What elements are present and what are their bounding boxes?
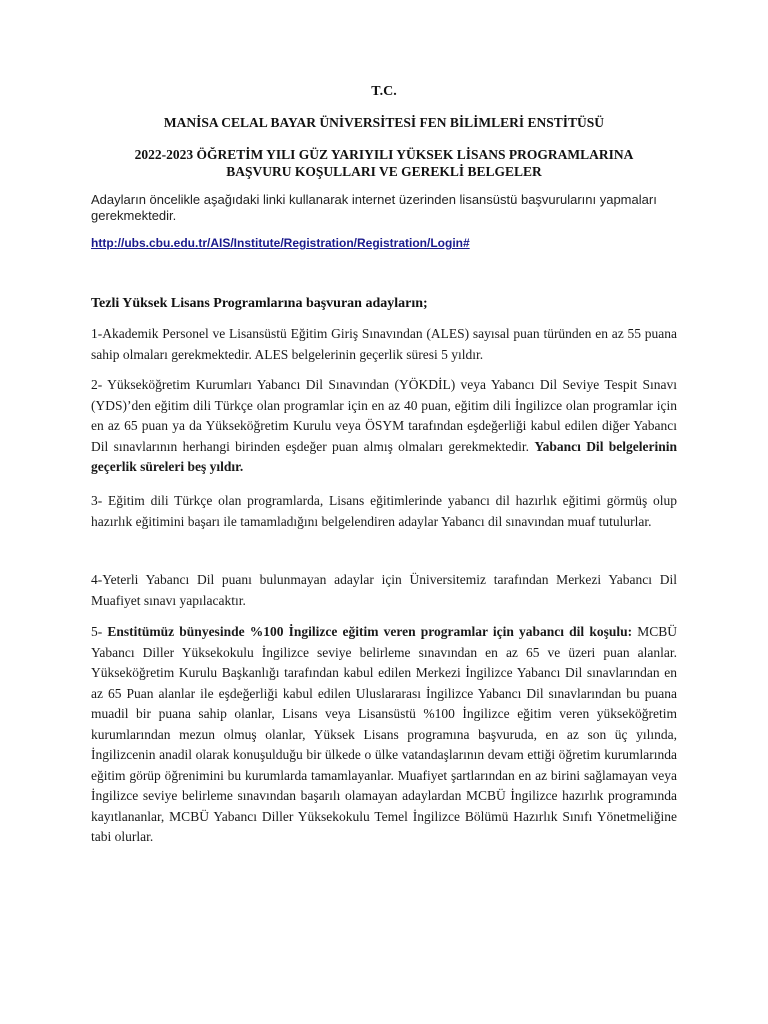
section-subheading: Tezli Yüksek Lisans Programlarına başvuran adayların;	[91, 296, 428, 311]
header-tc: T.C.	[371, 84, 397, 99]
paragraph-3: 3- Eğitim dili Türkçe olan programlarda, Lisans eğitimlerinde yabancı dil hazırlık eğitimi görmüş olup hazırlık eğitimini başarı ile tamamladığını belgelendiren adaylar Yabancı dil sınavından muaf tutulurlar.	[91, 493, 677, 529]
paragraph-5	[91, 622, 677, 848]
intro-text: Adayların öncelikle aşağıdaki linki kullanarak internet üzerinden lisansüstü başvurularını yapmaları gerekmektedir.	[91, 192, 657, 223]
paragraph-2	[91, 375, 677, 478]
paragraph-2-text: 2- Yükseköğretim Kurumları Yabancı Dil Sınavından (YÖKDİL) veya Yabancı Dil Seviye Tespit Sınavı (YDS)’den eğitim dili Türkçe olan programlar için en az 40 puan, eğitim dili İngilizce olan programlar için en az 65 puan ya da Yükseköğretim Kurulu veya ÖSYM tarafından eşdeğerliği kabul edilen diğer Yabancı Dil sınavlarının herhangi birinden eşdeğer puan almış olmaları gerekmektedir.	[91, 377, 677, 454]
paragraph-5-text: MCBÜ Yabancı Diller Yüksekokulu İngilizce seviye belirleme sınavından en az 65 ve üzeri puan alanlar. Yükseköğretim Kurulu Başkanlığı tarafından kabul edilen Merkezi İngilizce Yabancı Dil sınavlarından en az 65 Puan alanlar ile eşdeğerliği kabul edilen Uluslararası İngilizce Yabancı Dil sınavlarından bu puana muadil bir puana sahip olanlar, Lisans veya Lisansüstü %100 İngilizce eğitim veren yükseköğretim kurumlarından mezun olmuş olanlar, Yüksek Lisans programına başvuruda, en az son üç yılında, İngilizcenin anadil olarak konuşulduğu bir ülkede o ülke vatandaşlarının devam ettiği öğretim kurumlarında eğitim görüp öğrenimini bu kurumlarda tamamlayanlar. Muafiyet şartlarından en az birini sağlamayan veya İngilizce seviye belirleme sınavından başarılı olamayan adaylardan MCBÜ İngilizce hazırlık programında kayıtlananlar, MCBÜ Yabancı Diller Yüksekokulu Temel İngilizce Bölümü Hazırlık Sınıfı Yönetmeliğine tabi olurlar.	[91, 624, 677, 844]
document-title	[91, 146, 677, 180]
paragraph-5-bold: Enstitümüz bünyesinde %100 İngilizce eğitim veren programlar için yabancı dil koşulu:	[107, 624, 633, 639]
paragraph-5-number: 5-	[91, 624, 103, 639]
paragraph-4: 4-Yeterli Yabancı Dil puanı bulunmayan adaylar için Üniversitemiz tarafından Merkezi Yabancı Dil Muafiyet sınavı yapılacaktır.	[91, 572, 677, 608]
paragraph-2-bold: Yabancı Dil belgelerinin geçerlik süreleri beş yıldır.	[91, 438, 678, 474]
title-line-2: BAŞVURU KOŞULLARI VE GEREKLİ BELGELER	[226, 164, 542, 179]
registration-link[interactable]: http://ubs.cbu.edu.tr/AIS/Institute/Registration/Registration/Login#	[91, 236, 470, 250]
title-line-1: 2022-2023 ÖĞRETİM YILI GÜZ YARIYILI YÜKSEK LİSANS PROGRAMLARINA	[134, 147, 634, 162]
paragraph-1: 1-Akademik Personel ve Lisansüstü Eğitim Giriş Sınavından (ALES) sayısal puan türünden en az 55 puana sahip olmaları gerekmektedir. ALES belgelerinin geçerlik süresi 5 yıldır.	[91, 326, 677, 362]
university-name: MANİSA CELAL BAYAR ÜNİVERSİTESİ FEN BİLİMLERİ ENSTİTÜSÜ	[163, 115, 605, 130]
